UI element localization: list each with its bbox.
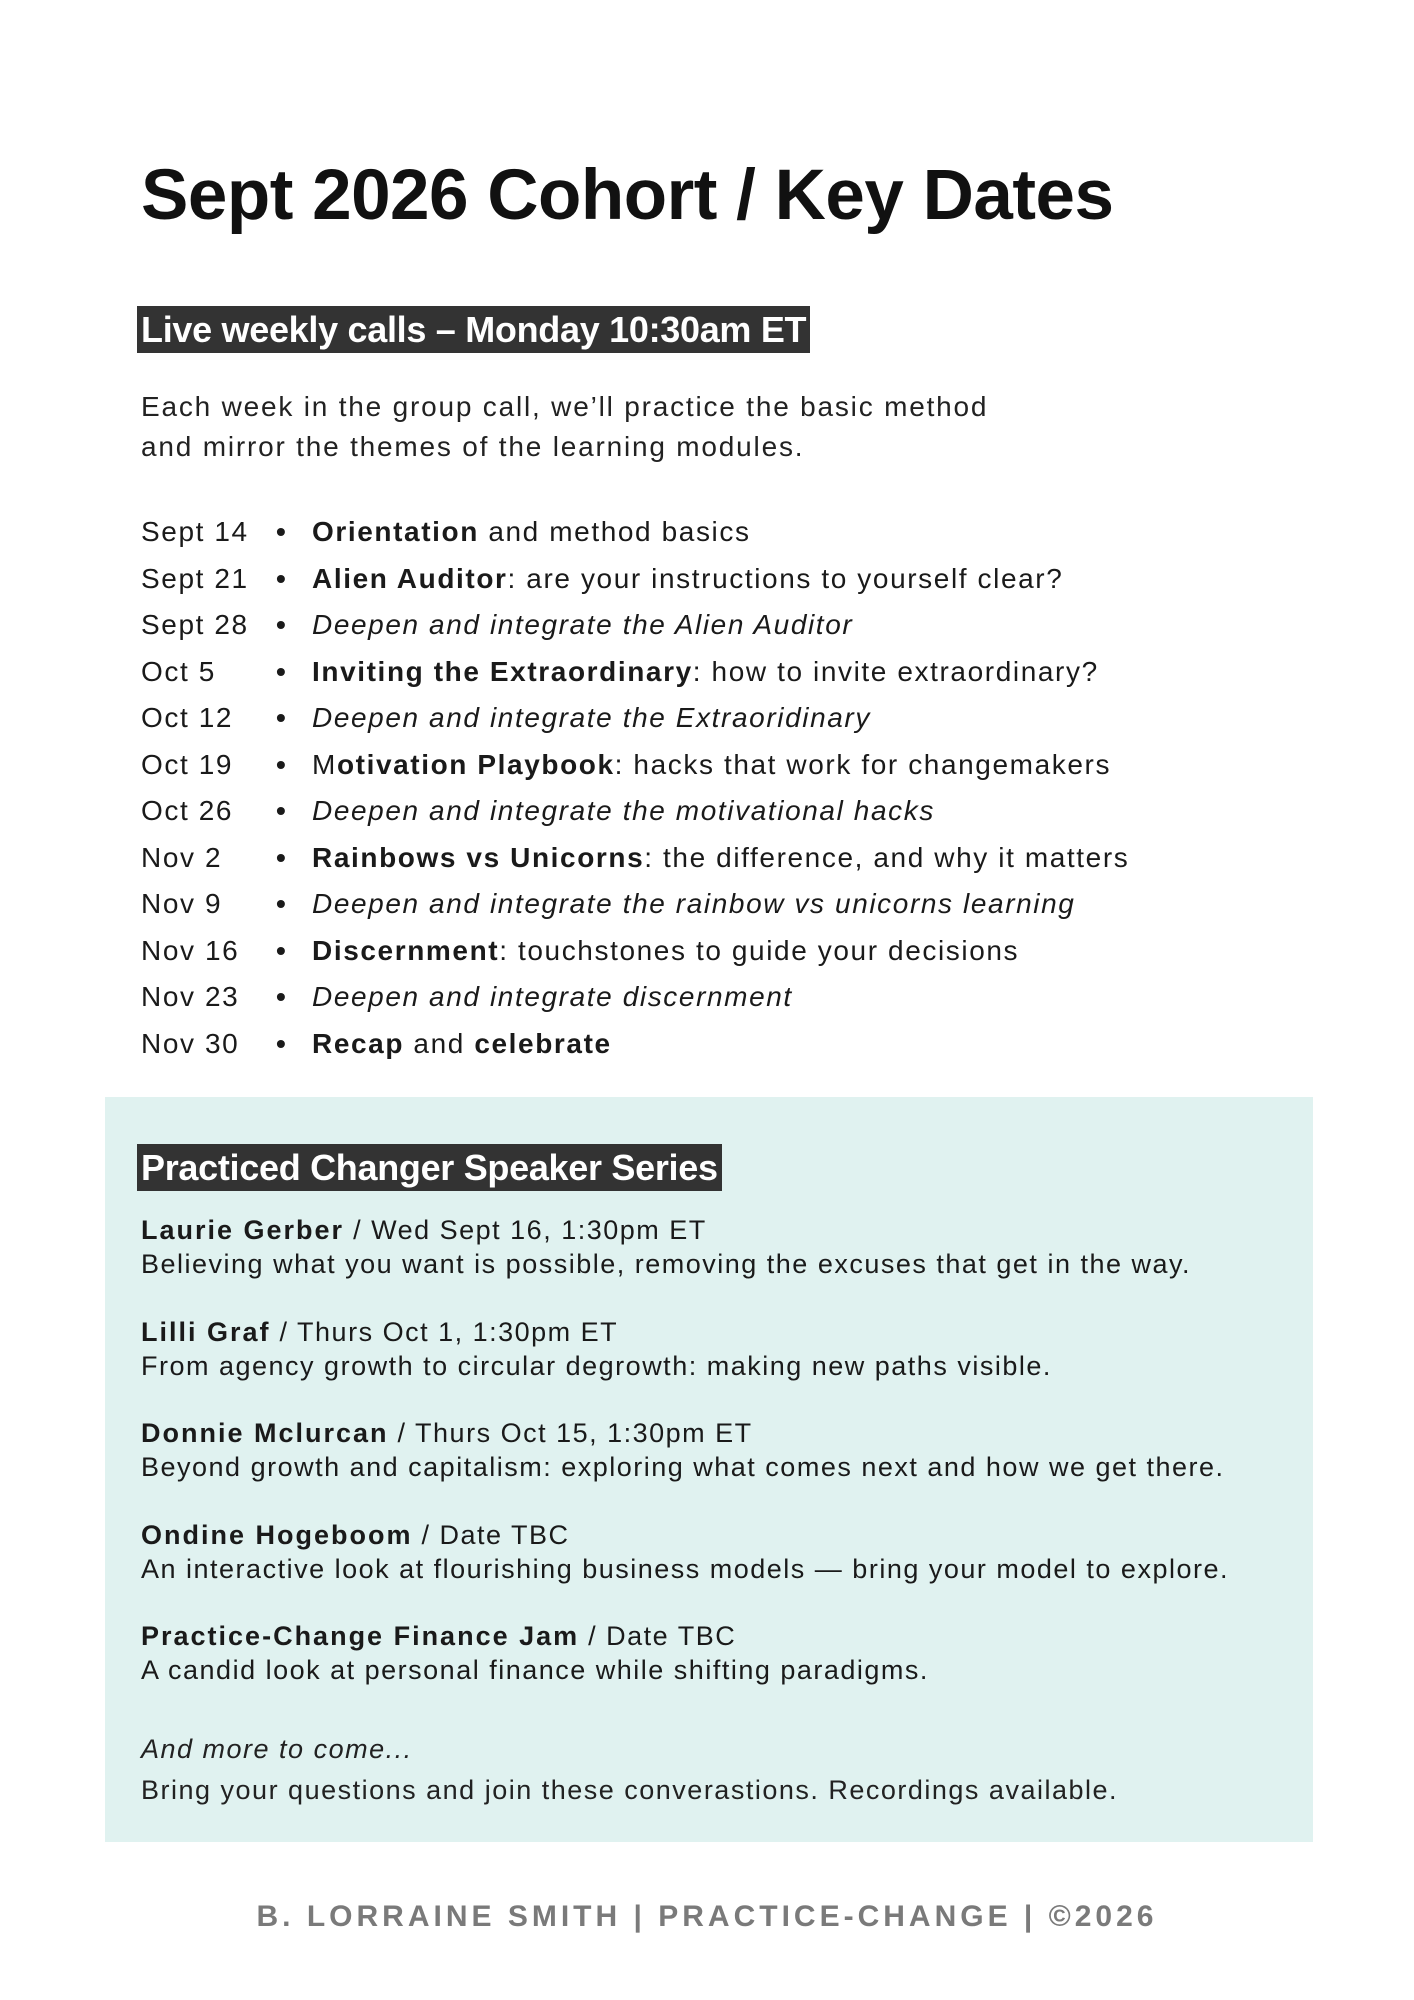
speaker-description: An interactive look at flourishing business models — bring your model to explore. xyxy=(141,1553,1229,1584)
schedule-topic xyxy=(312,981,793,1013)
topic-text: celebrate xyxy=(474,1027,612,1059)
schedule-row xyxy=(141,742,1129,789)
schedule-row xyxy=(141,649,1129,696)
weekly-calls-heading xyxy=(137,306,810,353)
speaker-name: Lilli Graf xyxy=(141,1316,271,1347)
schedule-topic xyxy=(312,888,1075,920)
speaker-series-label: Practiced Changer Speaker Series xyxy=(137,1144,722,1191)
speaker-date: / Thurs Oct 15, 1:30pm ET xyxy=(388,1418,753,1448)
intro-line-1: Each week in the group call, we’ll practice the basic method xyxy=(141,391,989,422)
schedule-topic xyxy=(312,935,1019,967)
schedule-date: Sept 28 xyxy=(141,609,249,641)
schedule-date: Nov 2 xyxy=(141,841,223,873)
bullet-icon: • xyxy=(276,981,288,1013)
speaker-entry xyxy=(141,1213,1301,1315)
topic-text: : hacks that work for changemakers xyxy=(614,748,1112,780)
schedule-row xyxy=(141,788,1129,835)
topic-text: Inviting the Extraordinary xyxy=(312,655,693,687)
schedule-row xyxy=(141,695,1129,742)
topic-text: and xyxy=(404,1027,475,1059)
calls-intro xyxy=(141,387,1141,467)
schedule-topic xyxy=(312,702,871,734)
speaker-series-heading xyxy=(137,1144,722,1191)
bullet-icon: • xyxy=(276,655,288,687)
schedule-topic xyxy=(312,795,935,827)
schedule-row xyxy=(141,602,1129,649)
call-schedule xyxy=(141,509,1129,1067)
speaker-description: A candid look at personal finance while shifting paradigms. xyxy=(141,1655,929,1685)
bullet-icon: • xyxy=(276,841,288,873)
topic-text: and method basics xyxy=(478,516,751,548)
footer-credit: B. LORRAINE SMITH | PRACTICE-CHANGE | ©2026 xyxy=(256,1900,1158,1933)
speaker-description: Believing what you want is possible, removing the excuses that get in the way. xyxy=(141,1249,1192,1279)
topic-text: : touchstones to guide your decisions xyxy=(499,934,1020,966)
speaker-entry xyxy=(141,1315,1301,1417)
schedule-row xyxy=(141,556,1129,603)
speaker-entry xyxy=(141,1518,1301,1620)
recordings-note: Bring your questions and join these converastions. Recordings available. xyxy=(141,1775,1119,1805)
speaker-date: / Wed Sept 16, 1:30pm ET xyxy=(344,1215,707,1245)
schedule-date: Nov 16 xyxy=(141,934,240,966)
bullet-icon: • xyxy=(276,934,288,966)
bullet-icon: • xyxy=(276,609,288,641)
topic-text: Deepen and integrate the Extraoridinary xyxy=(312,702,871,734)
speaker-name: Ondine Hogeboom xyxy=(141,1519,413,1550)
speaker-description: Beyond growth and capitalism: exploring what comes next and how we get there. xyxy=(141,1452,1225,1482)
bullet-icon: • xyxy=(276,562,288,594)
schedule-date: Nov 9 xyxy=(141,888,223,920)
bullet-icon: • xyxy=(276,1027,288,1059)
page-title: Sept 2026 Cohort / Key Dates xyxy=(141,156,1114,235)
speaker-name: Laurie Gerber xyxy=(141,1215,345,1245)
speaker-header xyxy=(141,1416,1301,1450)
schedule-row xyxy=(141,928,1129,975)
topic-text: Alien Auditor xyxy=(312,562,508,594)
speaker-header xyxy=(141,1213,1301,1247)
intro-line-2: and mirror the themes of the learning modules. xyxy=(141,431,805,462)
speaker-entry xyxy=(141,1619,1301,1721)
schedule-row xyxy=(141,835,1129,882)
more-to-come-note: And more to come... xyxy=(141,1734,413,1764)
topic-text: : how to invite extraordinary? xyxy=(692,655,1099,687)
schedule-date: Oct 19 xyxy=(141,748,234,780)
speaker-date: / Date TBC xyxy=(579,1621,737,1651)
bullet-icon: • xyxy=(276,516,288,548)
schedule-topic xyxy=(312,516,751,548)
topic-text: Deepen and integrate the rainbow vs unicorns learning xyxy=(312,888,1076,920)
speaker-description: From agency growth to circular degrowth: making new paths visible. xyxy=(141,1350,1052,1381)
bullet-icon: • xyxy=(276,702,288,734)
topic-text: Deepen and integrate the Alien Auditor xyxy=(312,609,854,641)
schedule-row xyxy=(141,509,1129,556)
schedule-row xyxy=(141,1021,1129,1068)
schedule-date: Sept 21 xyxy=(141,562,249,594)
bullet-icon: • xyxy=(276,888,288,920)
weekly-calls-label: Live weekly calls – Monday 10:30am ET xyxy=(137,306,810,353)
speaker-header xyxy=(141,1619,1301,1653)
speaker-header xyxy=(141,1518,1301,1552)
topic-text: : the difference, and why it matters xyxy=(644,841,1130,873)
topic-text: Discernment xyxy=(312,934,500,966)
schedule-topic xyxy=(312,1028,612,1060)
speaker-name: Practice-Change Finance Jam xyxy=(141,1621,580,1651)
speaker-date: / Thurs Oct 1, 1:30pm ET xyxy=(270,1316,619,1347)
schedule-date: Nov 30 xyxy=(141,1027,240,1059)
schedule-topic xyxy=(312,609,853,641)
bullet-icon: • xyxy=(276,748,288,780)
schedule-row xyxy=(141,881,1129,928)
topic-text: otivation Playbook xyxy=(336,748,615,780)
schedule-topic xyxy=(312,563,1063,595)
schedule-topic xyxy=(312,842,1129,874)
topic-text: : are your instructions to yourself clear? xyxy=(507,562,1064,594)
topic-text: Deepen and integrate discernment xyxy=(312,981,793,1013)
schedule-date: Nov 23 xyxy=(141,981,240,1013)
schedule-row xyxy=(141,974,1129,1021)
topic-text: Deepen and integrate the motivational hacks xyxy=(312,795,935,827)
schedule-date: Oct 5 xyxy=(141,655,216,687)
schedule-topic xyxy=(312,656,1099,688)
topic-text: Orientation xyxy=(312,516,479,548)
topic-text: M xyxy=(312,748,337,780)
schedule-date: Sept 14 xyxy=(141,516,249,548)
speaker-header xyxy=(141,1315,1301,1349)
speaker-name: Donnie Mclurcan xyxy=(141,1418,389,1448)
speaker-date: / Date TBC xyxy=(412,1519,570,1550)
bullet-icon: • xyxy=(276,795,288,827)
topic-text: Recap xyxy=(312,1027,405,1059)
schedule-date: Oct 26 xyxy=(141,795,234,827)
speaker-list xyxy=(141,1213,1301,1721)
speaker-series-panel xyxy=(105,1097,1313,1842)
schedule-date: Oct 12 xyxy=(141,702,234,734)
schedule-topic xyxy=(312,749,1111,781)
speaker-entry xyxy=(141,1416,1301,1518)
topic-text: Rainbows vs Unicorns xyxy=(312,841,645,873)
